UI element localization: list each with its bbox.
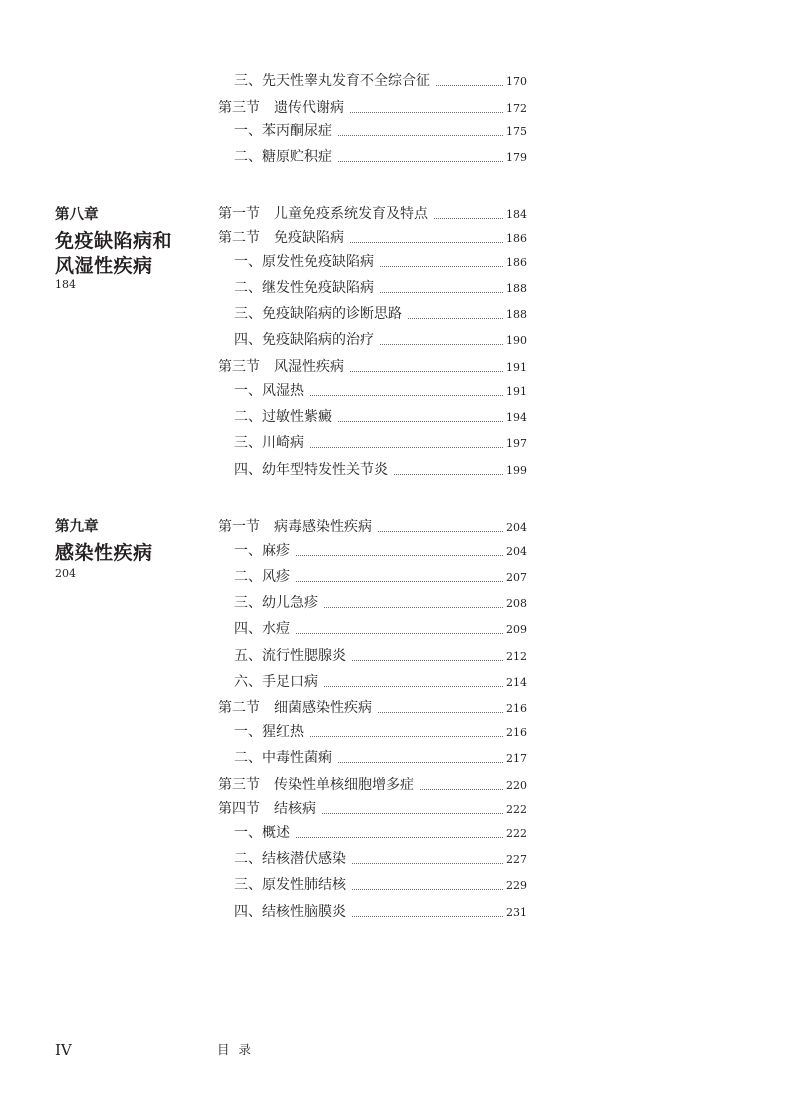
toc-entry-title: 二、风疹	[234, 569, 290, 585]
dot-leader	[296, 837, 503, 838]
toc-entry-page: 204	[506, 545, 527, 558]
dot-leader	[296, 555, 503, 556]
toc-entry-page: 231	[506, 906, 527, 919]
toc-entry	[234, 593, 527, 613]
toc-entry-page: 229	[506, 879, 527, 892]
dot-leader	[352, 916, 503, 917]
toc-entry	[234, 460, 527, 480]
toc-section	[218, 775, 527, 795]
toc-section-page: 216	[506, 702, 527, 715]
dot-leader	[380, 292, 503, 293]
toc-entry-page: 175	[506, 125, 527, 138]
toc-entry	[234, 672, 527, 692]
toc-entry-title: 四、免疫缺陷病的治疗	[234, 332, 374, 348]
chapter-label: 第八章	[55, 206, 99, 223]
dot-leader	[338, 421, 503, 422]
toc-entry	[234, 902, 527, 922]
toc-entry-title: 一、风湿热	[234, 383, 304, 399]
toc-entry-page: 188	[506, 282, 527, 295]
toc-entry	[234, 619, 527, 639]
toc-entry	[234, 278, 527, 298]
chapter-label: 第九章	[55, 518, 99, 535]
toc-entry	[234, 381, 527, 401]
toc-entry-page: 207	[506, 571, 527, 584]
toc-section	[218, 204, 527, 224]
toc-entry-page: 194	[506, 411, 527, 424]
toc-section-page: 220	[506, 779, 527, 792]
toc-entry-title: 一、原发性免疫缺陷病	[234, 254, 374, 270]
dot-leader	[350, 112, 503, 113]
toc-section-title: 第三节 遗传代谢病	[218, 100, 344, 116]
toc-entry-page: 222	[506, 827, 527, 840]
toc-entry-page: 209	[506, 623, 527, 636]
dot-leader	[352, 863, 503, 864]
toc-entry	[234, 304, 527, 324]
toc-entry	[234, 823, 527, 843]
chapter-title: 风湿性疾病	[55, 255, 153, 277]
toc-section-page: 222	[506, 803, 527, 816]
toc-entry	[234, 646, 527, 666]
toc-section	[218, 799, 527, 819]
dot-leader	[338, 762, 503, 763]
dot-leader	[296, 633, 503, 634]
toc-section-page: 186	[506, 232, 527, 245]
toc-entry-page: 216	[506, 726, 527, 739]
toc-entry	[234, 330, 527, 350]
toc-section-page: 204	[506, 521, 527, 534]
toc-section-title: 第三节 传染性单核细胞增多症	[218, 777, 414, 793]
dot-leader	[338, 161, 503, 162]
dot-leader	[380, 344, 503, 345]
toc-entry-title: 三、先天性睾丸发育不全综合征	[234, 73, 430, 89]
toc-entry-title: 三、幼儿急疹	[234, 595, 318, 611]
toc-section	[218, 98, 527, 118]
chapter-title: 感染性疾病	[55, 542, 153, 564]
toc-entry-title: 二、中毒性菌痢	[234, 750, 332, 766]
dot-leader	[352, 889, 503, 890]
toc-entry-title: 一、概述	[234, 825, 290, 841]
toc-entry-page: 217	[506, 752, 527, 765]
toc-entry-page: 188	[506, 308, 527, 321]
toc-entry-page: 214	[506, 676, 527, 689]
toc-section-page: 191	[506, 361, 527, 374]
toc-entry-page: 197	[506, 437, 527, 450]
toc-section	[218, 357, 527, 377]
dot-leader	[420, 789, 503, 790]
dot-leader	[436, 85, 503, 86]
chapter-title: 免疫缺陷病和	[55, 230, 173, 252]
toc-entry-title: 二、继发性免疫缺陷病	[234, 280, 374, 296]
dot-leader	[310, 395, 503, 396]
toc-entry-page: 208	[506, 597, 527, 610]
dot-leader	[352, 660, 503, 661]
toc-entry	[234, 849, 527, 869]
dot-leader	[380, 266, 503, 267]
toc-entry-title: 四、结核性脑膜炎	[234, 904, 346, 920]
dot-leader	[378, 531, 503, 532]
toc-section-title: 第一节 病毒感染性疾病	[218, 519, 372, 535]
dot-leader	[408, 318, 503, 319]
toc-entry	[234, 147, 527, 167]
dot-leader	[350, 242, 503, 243]
dot-leader	[378, 712, 503, 713]
toc-entry-page: 179	[506, 151, 527, 164]
toc-entry	[234, 722, 527, 742]
toc-entry	[234, 121, 527, 141]
toc-entry	[234, 567, 527, 587]
toc-entry-page: 227	[506, 853, 527, 866]
toc-entry-page: 212	[506, 650, 527, 663]
toc-entry	[234, 875, 527, 895]
toc-entry-page: 191	[506, 385, 527, 398]
dot-leader	[350, 371, 503, 372]
toc-entry-page: 199	[506, 464, 527, 477]
toc-section-page: 172	[506, 102, 527, 115]
toc-entry-title: 五、流行性腮腺炎	[234, 648, 346, 664]
toc-entry-page: 190	[506, 334, 527, 347]
dot-leader	[324, 607, 503, 608]
toc-entry-title: 二、糖原贮积症	[234, 149, 332, 165]
toc-entry-title: 四、幼年型特发性关节炎	[234, 462, 388, 478]
toc-section-title: 第一节 儿童免疫系统发育及特点	[218, 206, 428, 222]
dot-leader	[310, 736, 503, 737]
toc-section-page: 184	[506, 208, 527, 221]
chapter-page: 204	[55, 567, 76, 580]
toc-entry	[234, 71, 527, 91]
toc-entry-title: 三、川崎病	[234, 435, 304, 451]
toc-entry	[234, 407, 527, 427]
toc-entry-title: 六、手足口病	[234, 674, 318, 690]
dot-leader	[322, 813, 503, 814]
toc-entry-title: 三、免疫缺陷病的诊断思路	[234, 306, 402, 322]
toc-entry-title: 一、猩红热	[234, 724, 304, 740]
toc-section-title: 第二节 免疫缺陷病	[218, 230, 344, 246]
toc-section-title: 第三节 风湿性疾病	[218, 359, 344, 375]
toc-entry-title: 一、麻疹	[234, 543, 290, 559]
toc-entry-title: 二、结核潜伏感染	[234, 851, 346, 867]
toc-entry-page: 186	[506, 256, 527, 269]
toc-entry-title: 四、水痘	[234, 621, 290, 637]
toc-section	[218, 698, 527, 718]
dot-leader	[324, 686, 503, 687]
chapter-page: 184	[55, 278, 76, 291]
dot-leader	[296, 581, 503, 582]
footer-page-number: IV	[55, 1041, 72, 1059]
footer-label: 目录	[217, 1042, 261, 1057]
toc-entry	[234, 541, 527, 561]
toc-entry-title: 二、过敏性紫癜	[234, 409, 332, 425]
toc-entry-title: 三、原发性肺结核	[234, 877, 346, 893]
toc-entry	[234, 433, 527, 453]
toc-section-title: 第四节 结核病	[218, 801, 316, 817]
toc-section-title: 第二节 细菌感染性疾病	[218, 700, 372, 716]
toc-section	[218, 517, 527, 537]
toc-entry-title: 一、苯丙酮尿症	[234, 123, 332, 139]
toc-entry-page: 170	[506, 75, 527, 88]
dot-leader	[310, 447, 503, 448]
dot-leader	[434, 218, 503, 219]
toc-section	[218, 228, 527, 248]
toc-entry	[234, 748, 527, 768]
dot-leader	[394, 474, 503, 475]
dot-leader	[338, 135, 503, 136]
toc-entry	[234, 252, 527, 272]
